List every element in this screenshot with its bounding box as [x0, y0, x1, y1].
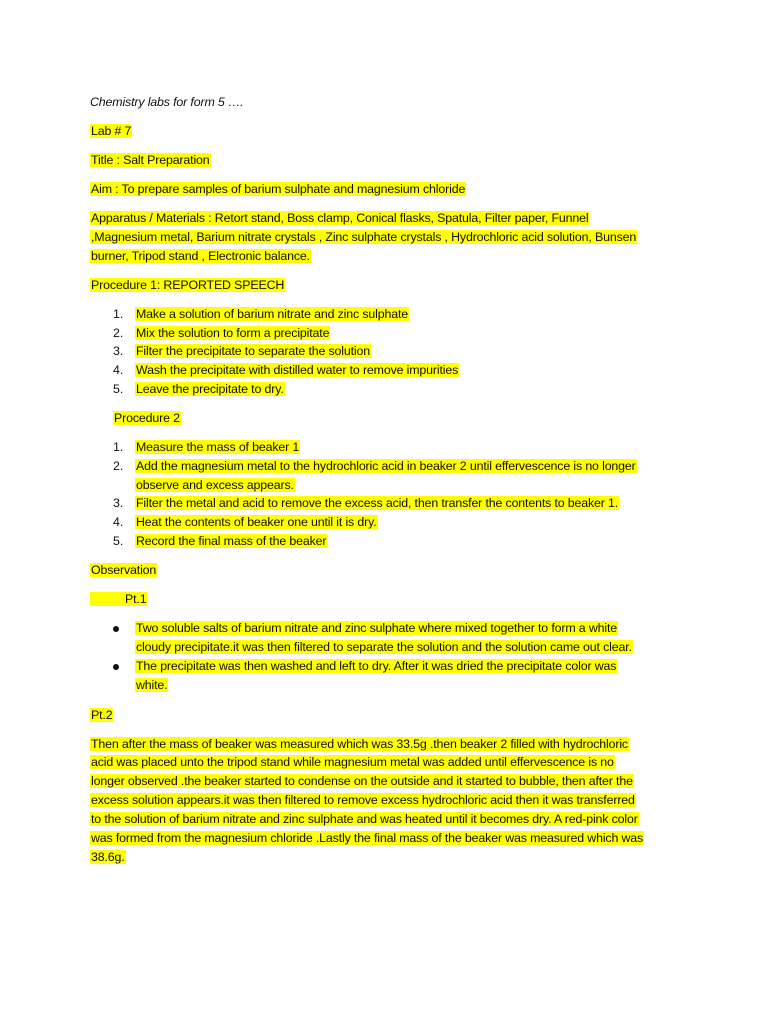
apparatus-line: burner, Tripod stand , Electronic balance. [91, 249, 310, 263]
step-number: 2. [113, 459, 124, 473]
pt1-bullet-line: Two soluble salts of barium nitrate and zinc sulphate where mixed together to form a white [136, 621, 618, 635]
apparatus-line: ,Magnesium metal, Barium nitrate crystals , Zinc sulphate crystals , Hydrochloric acid solution, Bunsen [91, 230, 637, 244]
procedure2-step: Filter the metal and acid to remove the excess acid, then transfer the contents to beaker 1. [136, 496, 619, 510]
observation-heading: Observation [91, 563, 157, 577]
step-number: 4. [113, 363, 124, 377]
pt1-bullet-line: white. [136, 678, 168, 692]
step-number: 5. [113, 382, 124, 396]
procedure1-step: Wash the precipitate with distilled water to remove impurities [136, 363, 459, 377]
step-number: 4. [113, 515, 124, 529]
bullet-dot-icon [113, 626, 119, 632]
procedure2-step: Record the final mass of the beaker [136, 534, 327, 548]
step-number: 2. [113, 326, 124, 340]
pt2-line: was formed from the magnesium chloride .Lastly the final mass of the beaker was measured which was [91, 831, 644, 845]
pt1-bullet-line: cloudy precipitate.it was then filtered to separate the solution and the solution came out clear. [136, 640, 632, 654]
document-heading: Chemistry labs for form 5 …. [90, 95, 244, 109]
procedure1-step: Filter the precipitate to separate the solution [136, 344, 371, 358]
step-number: 1. [113, 440, 124, 454]
step-number: 1. [113, 307, 124, 321]
bullet-dot-icon [113, 664, 119, 670]
pt1-label: Pt.1 [90, 591, 147, 607]
procedure2-step-continued: observe and excess appears. [136, 478, 294, 492]
procedure2-step: Add the magnesium metal to the hydrochloric acid in beaker 2 until effervescence is no longer [136, 459, 636, 473]
procedure1-step: Make a solution of barium nitrate and zinc sulphate [136, 307, 408, 321]
pt2-line: acid was placed unto the tripod stand while magnesium metal was added until effervescence is no [91, 755, 614, 769]
procedure1-step: Mix the solution to form a precipitate [136, 326, 330, 340]
pt2-line: to the solution of barium nitrate and zinc sulphate and was heated until it becomes dry. A red-pink color [91, 812, 638, 826]
procedure2-step: Measure the mass of beaker 1 [136, 440, 300, 454]
step-number: 5. [113, 534, 124, 548]
procedure1-heading: Procedure 1: REPORTED SPEECH [91, 278, 285, 292]
pt2-line: 38.6g. [91, 850, 125, 864]
lab-title: Title : Salt Preparation [91, 153, 210, 167]
pt2-label: Pt.2 [91, 708, 113, 722]
lab-number: Lab # 7 [91, 124, 132, 138]
apparatus-line: Apparatus / Materials : Retort stand, Boss clamp, Conical flasks, Spatula, Filter paper, Funnel [91, 211, 589, 225]
step-number: 3. [113, 496, 124, 510]
procedure2-heading: Procedure 2 [114, 411, 180, 425]
pt2-line: excess solution appears.it was then filtered to remove excess hydrochloric acid then it was transferred [91, 793, 635, 807]
pt2-line: longer observed .the beaker started to condense on the outside and it started to bubble, then after the [91, 774, 633, 788]
pt2-line: Then after the mass of beaker was measured which was 33.5g .then beaker 2 filled with hydrochloric [91, 737, 628, 751]
lab-aim: Aim : To prepare samples of barium sulphate and magnesium chloride [91, 182, 466, 196]
procedure2-step: Heat the contents of beaker one until it is dry. [136, 515, 377, 529]
pt1-bullet-line: The precipitate was then washed and left to dry. After it was dried the precipitate color was [136, 659, 617, 673]
step-number: 3. [113, 344, 124, 358]
procedure1-step: Leave the precipitate to dry. [136, 382, 284, 396]
